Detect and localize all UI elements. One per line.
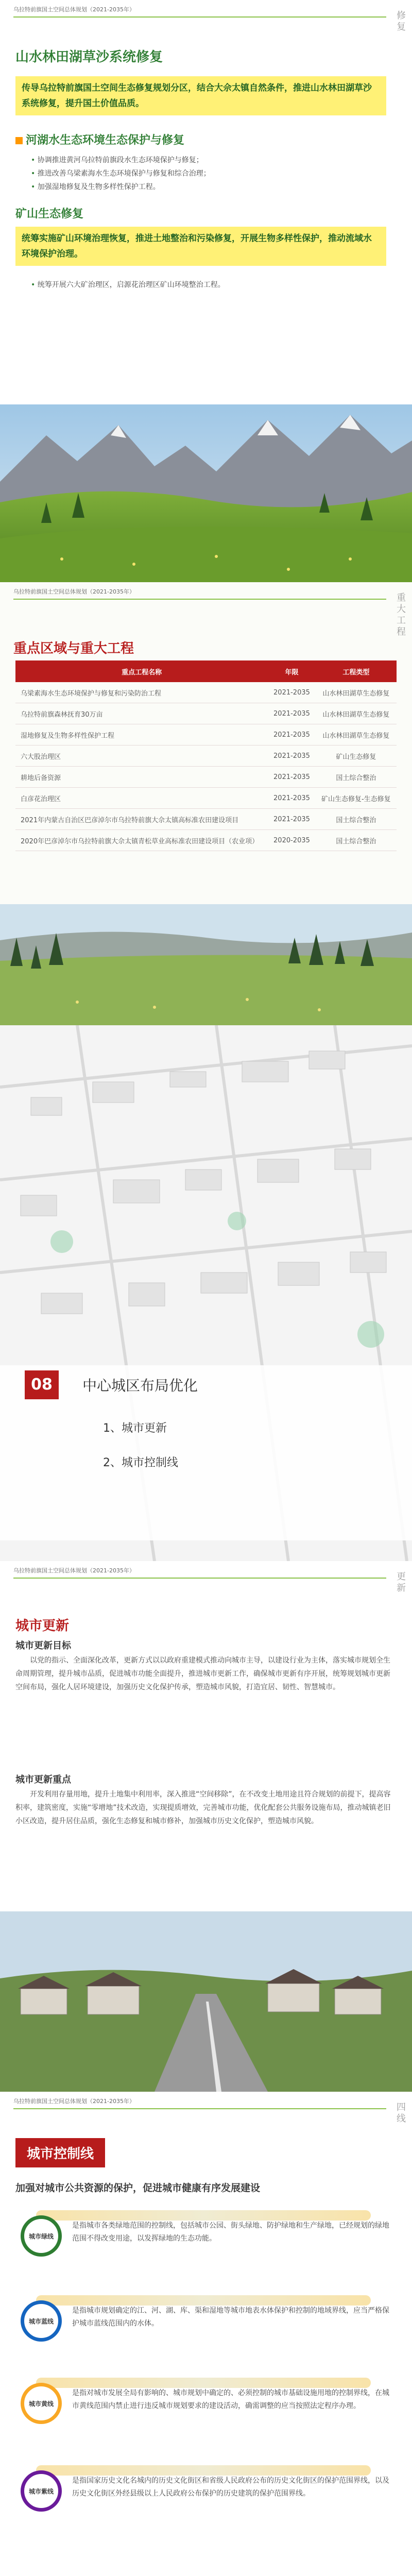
section-title: 重点区域与重大工程 <box>13 641 134 656</box>
side-tag: 更新 <box>395 1571 406 1594</box>
key-projects-page <box>0 582 412 1025</box>
header-divider <box>13 2108 386 2109</box>
table-row: 六大股治理区 2021-2035 矿山生态修复 <box>15 745 397 767</box>
table-row: 白彦花治理区 2021-2035 矿山生态修复-生态修复 <box>15 788 397 809</box>
control-lines-heading: 加强对城市公共资源的保护，促进城市健康有序发展建设 <box>15 2182 261 2194</box>
river-lake-bullets <box>31 154 211 194</box>
renewal-focus-text: 开发利用存量用地，提升土地集中利用率，深入推进“空间移除”，在不改变土地用途且符合规划的前提下，提高容积率，建筑密度，实施“零增地”技术改造，实现提质增效，完善城市功能，优化配套公共服务设施布局，推动城镇老旧小区改造，提升居住品质，强化生态修复和城市修补，加强城市历史文化保护，塑造城市风貌。 <box>15 1790 391 1825</box>
purple-line-badge: 城市紫线 <box>21 2470 62 2512</box>
blue-line-desc: 是指城市规划确定的江、河、湖、库、渠和湿地等城市地表水体保护和控制的地域界线，应当严格保护城市蓝线范围内的水体。 <box>72 2307 389 2328</box>
header-divider <box>13 1578 386 1579</box>
bullet-item: • 加强湿地修复及生物多样性保护工程。 <box>31 180 211 194</box>
blue-line-badge: 城市蓝线 <box>21 2300 62 2342</box>
bullet-item: • 推进改善乌梁素海水生态环境保护与修复和综合治理； <box>31 167 211 180</box>
chapter-item: 2、城市控制线 <box>103 1456 178 1469</box>
subsection-heading-mine: 矿山生态修复 <box>15 208 84 221</box>
intro-highlight: 传导乌拉特前旗国土空间生态修复规划分区，结合大佘太镇自然条件，推进山水林田湖草沙系统修复，提升国土价值品质。 <box>15 76 386 115</box>
side-tag: 修复 <box>395 10 406 33</box>
urban-renewal-page <box>0 1561 412 2092</box>
bullet-item: • 统筹开展六大矿治理区，启源花治理区矿山环境整治工程。 <box>31 278 225 292</box>
green-line-item <box>21 2215 397 2262</box>
renewal-goal-heading: 城市更新目标 <box>15 1640 71 1651</box>
header-divider <box>13 16 386 18</box>
side-tag: 重大工程 <box>395 592 406 638</box>
chapter-08-cover <box>0 1025 412 1561</box>
subsection-heading-river-lake: 河湖水生态环境生态保护与修复 <box>15 131 184 147</box>
mine-bullets <box>31 278 225 292</box>
column-header: 工程类型 <box>316 660 397 682</box>
page-header: 乌拉特前旗国土空间总体规划（2021-2035年） <box>13 6 135 13</box>
renewal-focus-heading: 城市更新重点 <box>15 1774 71 1785</box>
purple-line-desc: 是指国家历史文化名城内的历史文化街区和省级人民政府公布的历史文化街区的保护范围界线，以及历史文化街区外经县级以上人民政府公布保护的历史建筑的保护范围界线。 <box>72 2477 389 2498</box>
chapter-number: 08 <box>25 1370 59 1399</box>
table-row: 乌拉特前旗森林抚育30万亩 2021-2035 山水林田湖草生态修复 <box>15 703 397 724</box>
table-row: 2020年巴彦淖尔市乌拉特前旗大佘太镇青松草业高标准农田建设项目（农业项） 2020-2035 国土综合整治 <box>15 830 397 851</box>
chapter-item: 1、城市更新 <box>103 1422 167 1435</box>
yellow-line-desc: 是指对城市发展全局有影响的、城市规划中确定的、必须控制的城市基础设施用地的控制界线，在城市黄线范围内禁止进行违反城市规划要求的建设活动，确需调整的应当按照法定程序办理。 <box>72 2389 389 2410</box>
mountain-meadow-photo <box>0 404 412 582</box>
green-line-badge: 城市绿线 <box>21 2215 62 2257</box>
header-divider <box>13 599 386 600</box>
forest-meadow-photo <box>0 904 412 1025</box>
green-line-desc: 是指城市各类绿地范围的控制线，包括城市公园、街头绿地、防护绿地和生产绿地，已经规划的绿地范围不得改变用途，以发挥绿地的生态功能。 <box>72 2222 389 2243</box>
purple-line-item <box>21 2470 397 2517</box>
page-header: 乌拉特前旗国土空间总体规划（2021-2035年） <box>13 1567 135 1574</box>
section-title: 城市更新 <box>15 1618 70 1634</box>
ecology-restoration-page <box>0 0 412 582</box>
blue-line-item <box>21 2300 397 2347</box>
table-row: 2021年内蒙古自治区巴彦淖尔市乌拉特前旗大佘太镇高标准农田建设项目 2021-2035 国土综合整治 <box>15 809 397 830</box>
section-title: 山水林田湖草沙系统修复 <box>15 49 163 65</box>
chapter-title: 中心城区布局优化 <box>82 1377 198 1394</box>
page-header: 乌拉特前旗国土空间总体规划（2021-2035年） <box>13 2098 135 2105</box>
renewal-goal-text: 以党的指示、全面深化改革，更新方式以以政府重建模式推动向城市主导，以建设行业为主体，落实城市规划全生命周期管理，提升城市品质，促进城市功能全面提升，推进城市更新工作，确保城市更新有序开展，统筹规划城市更新空间布局，强化人居环境建设，加强历史文化保护传承，塑造城市风貌，打造宜居、韧性、智慧城市。 <box>15 1656 390 1691</box>
section-title-tab: 城市控制线 <box>15 2138 105 2167</box>
control-lines-page <box>0 2092 412 2576</box>
page-header: 乌拉特前旗国土空间总体规划（2021-2035年） <box>13 588 135 595</box>
project-table <box>15 660 397 851</box>
chapter-band <box>0 1365 412 1540</box>
suburb-street-photo <box>0 1911 412 2092</box>
column-header: 重点工程名称 <box>15 660 268 682</box>
yellow-line-badge: 城市黄线 <box>21 2383 62 2424</box>
square-bullet-icon <box>15 137 23 144</box>
yellow-line-item <box>21 2383 397 2429</box>
table-row: 耕地后备资源 2021-2035 国土综合整治 <box>15 767 397 788</box>
column-header: 年限 <box>268 660 315 682</box>
side-tag: 四线 <box>395 2102 406 2125</box>
mine-highlight: 统筹实施矿山环境治理恢复，推进土地整治和污染修复，开展生物多样性保护，推动流域水环境保护治理。 <box>15 227 386 266</box>
bullet-item: • 协调推进黄河乌拉特前旗段水生态环境保护与修复； <box>31 154 211 167</box>
table-row: 湿地修复及生物多样性保护工程 2021-2035 山水林田湖草生态修复 <box>15 724 397 745</box>
table-row: 乌梁素海水生态环境保护与修复和污染防治工程 2021-2035 山水林田湖草生态修复 <box>15 682 397 703</box>
